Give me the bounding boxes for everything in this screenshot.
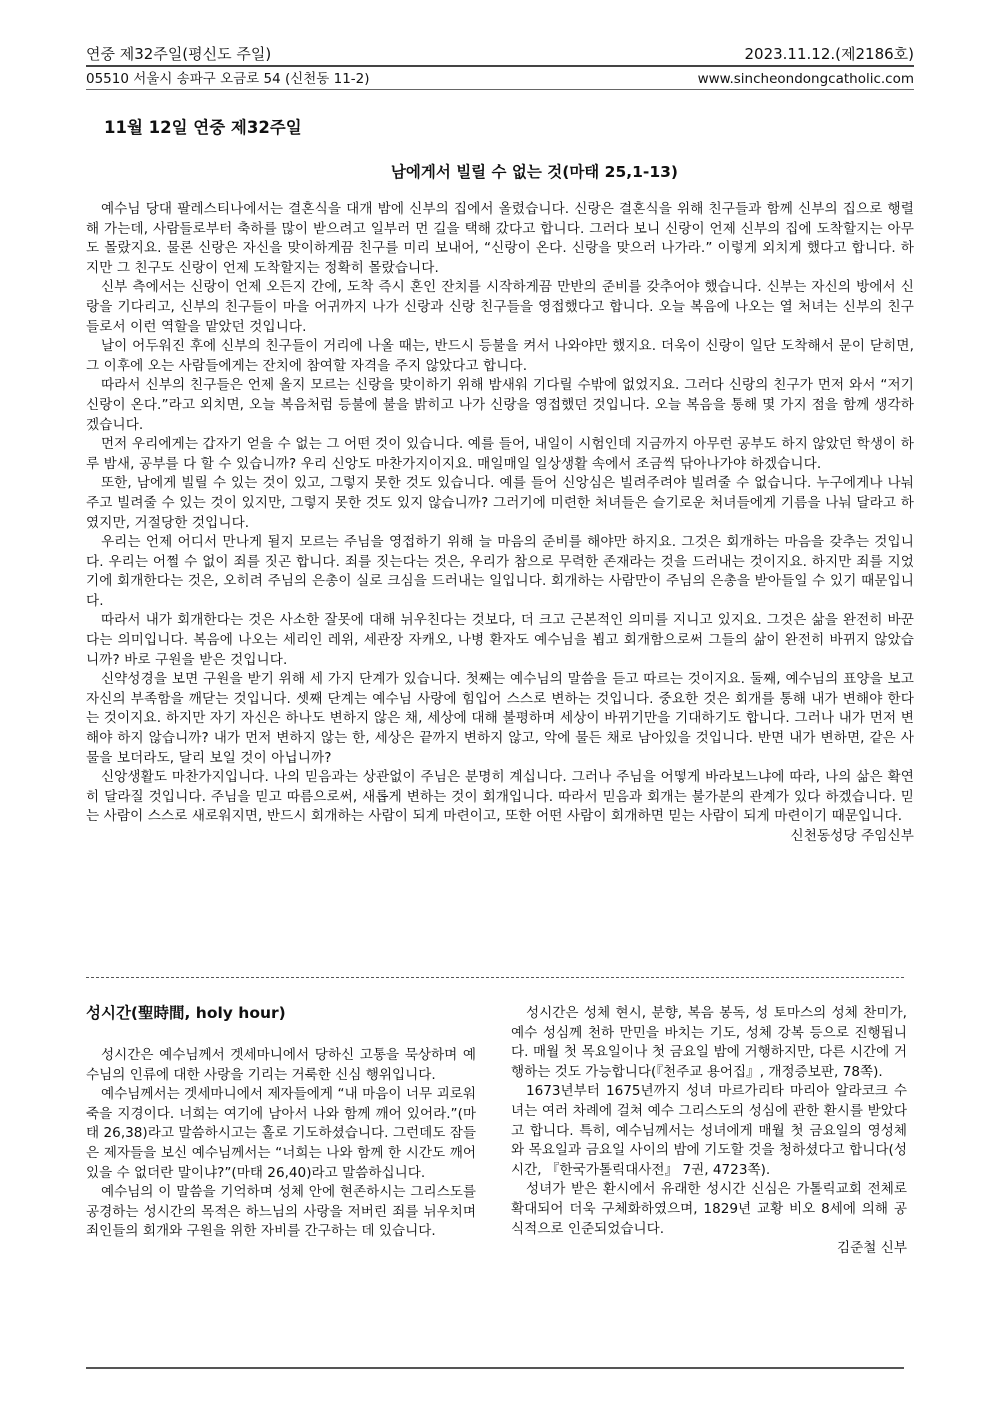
sermon-paragraph: 신부 측에서는 신랑이 언제 오든지 간에, 도착 즉시 혼인 잔치를 시작하게끔 만반의 준비를 갖추어야 했습니다. 신부는 자신의 방에서 신랑을 기다리고, 신부의 친구들이 마을 어귀까지 나가 신랑과 신랑 친구들을 영접했다고 합니다. 오늘 복음에 나오는 열 처녀는 신부의 친구들로서 이런 역할을 맡았던 것입니다.	[86, 279, 914, 335]
holy-hour-paragraph: 성시간은 예수님께서 겟세마니에서 당하신 고통을 묵상하며 예수님의 인류에 대한 사랑을 기리는 거룩한 신심 행위입니다.	[86, 1047, 476, 1083]
issue-date-number: 2023.11.12.(제2186호)	[744, 45, 914, 63]
sermon-body	[86, 200, 914, 844]
liturgical-day: 연중 제32주일(평신도 주일)	[86, 45, 272, 63]
footer-divider	[86, 1367, 904, 1369]
holy-hour-title: 성시간(聖時間, holy hour)	[86, 1004, 286, 1022]
holy-hour-paragraph: 1673년부터 1675년까지 성녀 마르가리타 마리아 알라코크 수녀는 여러 차례에 걸쳐 예수 그리스도의 성심에 관한 환시를 받았다고 합니다. 특히, 예수님께서는 성녀에게 매월 첫 금요일의 영성체와 목요일과 금요일 사이의 밤에 기도할 것을 청하셨다고 합니다(성시간, 『한국가톨릭대사전』 7권, 4723쪽).	[511, 1083, 907, 1178]
holy-hour-paragraph: 성녀가 받은 환시에서 유래한 성시간 신심은 가톨릭교회 전체로 확대되어 더욱 구체화하였으며, 1829년 교황 비오 8세에 의해 공식적으로 인준되었습니다.	[511, 1181, 907, 1237]
sermon-paragraph: 먼저 우리에게는 갑자기 얻을 수 없는 그 어떤 것이 있습니다. 예를 들어, 내일이 시험인데 지금까지 아무런 공부도 하지 않았던 학생이 하루 밤새, 공부를 다 할 수 있습니까? 우리 신앙도 마찬가지이지요. 매일매일 일상생활 속에서 조금씩 닦아나가야 하겠습니다.	[86, 436, 914, 472]
sermon-paragraph: 날이 어두워진 후에 신부의 친구들이 거리에 나올 때는, 반드시 등불을 켜서 나와야만 했지요. 더욱이 신랑이 일단 도착해서 문이 닫히면, 그 이후에 오는 사람들에게는 잔치에 참여할 자격을 주지 않았다고 합니다.	[86, 338, 914, 374]
holy-hour-author: 김준철 신부	[837, 1240, 907, 1257]
sermon-paragraph: 또한, 남에게 빌릴 수 있는 것이 있고, 그렇지 못한 것도 있습니다. 예를 들어 신앙심은 빌려주려야 빌려줄 수 없습니다. 누구에게나 나눠주고 빌려줄 수 있는 것이 있지만, 그렇지 못한 것도 있지 않습니까? 그러기에 미련한 처녀들은 슬기로운 처녀들에게 기름을 나눠 달라고 하였지만, 거절당한 것입니다.	[86, 475, 914, 531]
parish-address: 05510 서울시 송파구 오금로 54 (신천동 11-2)	[86, 71, 370, 87]
holy-hour-left-column	[86, 1004, 476, 1242]
page-title: 11월 12일 연중 제32주일	[104, 118, 302, 137]
address-divider	[86, 89, 914, 90]
holy-hour-paragraph: 성시간은 성체 현시, 분향, 복음 봉독, 성 토마스의 성체 찬미가, 예수 성심께 천하 만민을 바치는 기도, 성체 강복 등으로 진행됩니다. 매월 첫 목요일이나 첫 금요일 밤에 거행하지만, 다른 시간에 거행하는 것도 가능합니다(『천주교 용어집』, 개정증보판, 78쪽).	[511, 1005, 907, 1080]
bulletin-page	[86, 40, 914, 847]
sermon-last-paragraph	[86, 768, 914, 844]
sermon-signature: 신천동성당 주임신부	[790, 828, 914, 844]
section-divider	[86, 977, 904, 978]
sermon-paragraph: 따라서 내가 회개한다는 것은 사소한 잘못에 대해 뉘우친다는 것보다, 더 크고 근본적인 의미를 지니고 있지요. 그것은 삶을 완전히 바꾼다는 의미입니다. 복음에 나오는 세리인 레위, 세관장 자캐오, 나병 환자도 예수님을 뵙고 회개함으로써 그들의 삶이 완전히 바뀌지 않았습니까? 바로 구원을 받은 것입니다.	[86, 612, 914, 668]
holy-hour-right-column	[511, 1004, 907, 1259]
address-row	[86, 67, 914, 89]
sermon-title: 남에게서 빌릴 수 없는 것(마태 25,1-13)	[390, 163, 678, 181]
holy-hour-paragraph: 예수님께서는 겟세마니에서 제자들에게 “내 마음이 너무 괴로워 죽을 지경이다. 너희는 여기에 남아서 나와 함께 깨어 있어라.”(마태 26,38)라고 말씀하시고는 홀로 기도하셨습니다. 그런데도 잠들은 제자들을 보신 예수님께서는 “너희는 나와 함께 한 시간도 깨어 있을 수 없더란 말이냐?”(마태 26,40)라고 말씀하십니다.	[86, 1086, 476, 1181]
sermon-paragraph: 우리는 언제 어디서 만나게 될지 모르는 주님을 영접하기 위해 늘 마음의 준비를 해야만 하지요. 그것은 회개하는 마음을 갖추는 것입니다. 우리는 어쩔 수 없이 죄를 짓곤 합니다. 죄를 짓는다는 것은, 우리가 참으로 무력한 존재라는 것을 드러내는 것이지요. 하지만 죄를 지었기에 회개한다는 것은, 오히려 주님의 은총이 실로 크심을 드러내는 일입니다. 회개하는 사람만이 주님의 은총을 받아들일 수 있기 때문입니다.	[86, 534, 914, 609]
sermon-paragraph: 예수님 당대 팔레스티나에서는 결혼식을 대개 밤에 신부의 집에서 올렸습니다. 신랑은 결혼식을 위해 친구들과 함께 신부의 집으로 행렬해 가는데, 사람들로부터 축하를 많이 받으려고 일부러 먼 길을 택해 갔다고 합니다. 그러다 보니 신랑이 언제 신부의 집에 도착할지는 아무도 몰랐지요. 물론 신랑은 자신을 맞이하게끔 친구를 미리 보내어, “신랑이 온다. 신랑을 맞으러 나가라.” 이렇게 외치게 했다고 합니다. 하지만 그 친구도 신랑이 언제 도착할지는 정확히 몰랐습니다.	[86, 201, 914, 276]
sermon-paragraph: 따라서 신부의 친구들은 언제 올지 모르는 신랑을 맞이하기 위해 밤새워 기다릴 수밖에 없었지요. 그러다 신랑의 친구가 먼저 와서 “저기 신랑이 온다.”라고 외치면, 오늘 복음처럼 등불에 불을 밝히고 나가 신랑을 영접했던 것입니다. 오늘 복음을 통해 몇 가지 점을 함께 생각하겠습니다.	[86, 377, 914, 433]
header-row	[86, 40, 914, 64]
sermon-paragraph-text: 신앙생활도 마찬가지입니다. 나의 믿음과는 상관없이 주님은 분명히 계십니다. 그러나 주님을 어떻게 바라보느냐에 따라, 나의 삶은 확연히 달라질 것입니다. 주님을 믿고 따름으로써, 새롭게 변하는 것이 회개입니다. 따라서 믿음과 회개는 불가분의 관계가 있다 하겠습니다. 믿는 사람이 스스로 새로워지면, 반드시 회개하는 사람이 되게 마련이고, 또한 어떤 사람이 회개하면 믿는 사람이 되게 마련이기 때문입니다.	[86, 769, 914, 825]
sermon-paragraph: 신약성경을 보면 구원을 받기 위해 세 가지 단계가 있습니다. 첫째는 예수님의 말씀을 듣고 따르는 것이지요. 둘째, 예수님의 표양을 보고 자신의 부족함을 깨닫는 것입니다. 셋째 단계는 예수님 사랑에 힘입어 스스로 변하는 것입니다. 중요한 것은 회개를 통해 내가 변해야 한다는 것이지요. 하지만 자기 자신은 하나도 변하지 않은 채, 세상에 대해 불평하며 세상이 바뀌기만을 기대하기도 합니다. 그러나 내가 먼저 변해야 하지 않습니까? 내가 먼저 변하지 않는 한, 세상은 끝까지 변하지 않고, 악에 물든 채로 남아있을 것입니다. 반면 내가 변하면, 같은 사물을 보더라도, 달리 보일 것이 아닙니까?	[86, 671, 914, 766]
parish-website[interactable]: www.sincheondongcatholic.com	[697, 71, 914, 87]
holy-hour-paragraph: 예수님의 이 말씀을 기억하며 성체 안에 현존하시는 그리스도를 공경하는 성시간의 목적은 하느님의 사랑을 저버린 죄를 뉘우치며 죄인들의 회개와 구원을 위한 자비를 간구하는 데 있습니다.	[86, 1184, 476, 1240]
